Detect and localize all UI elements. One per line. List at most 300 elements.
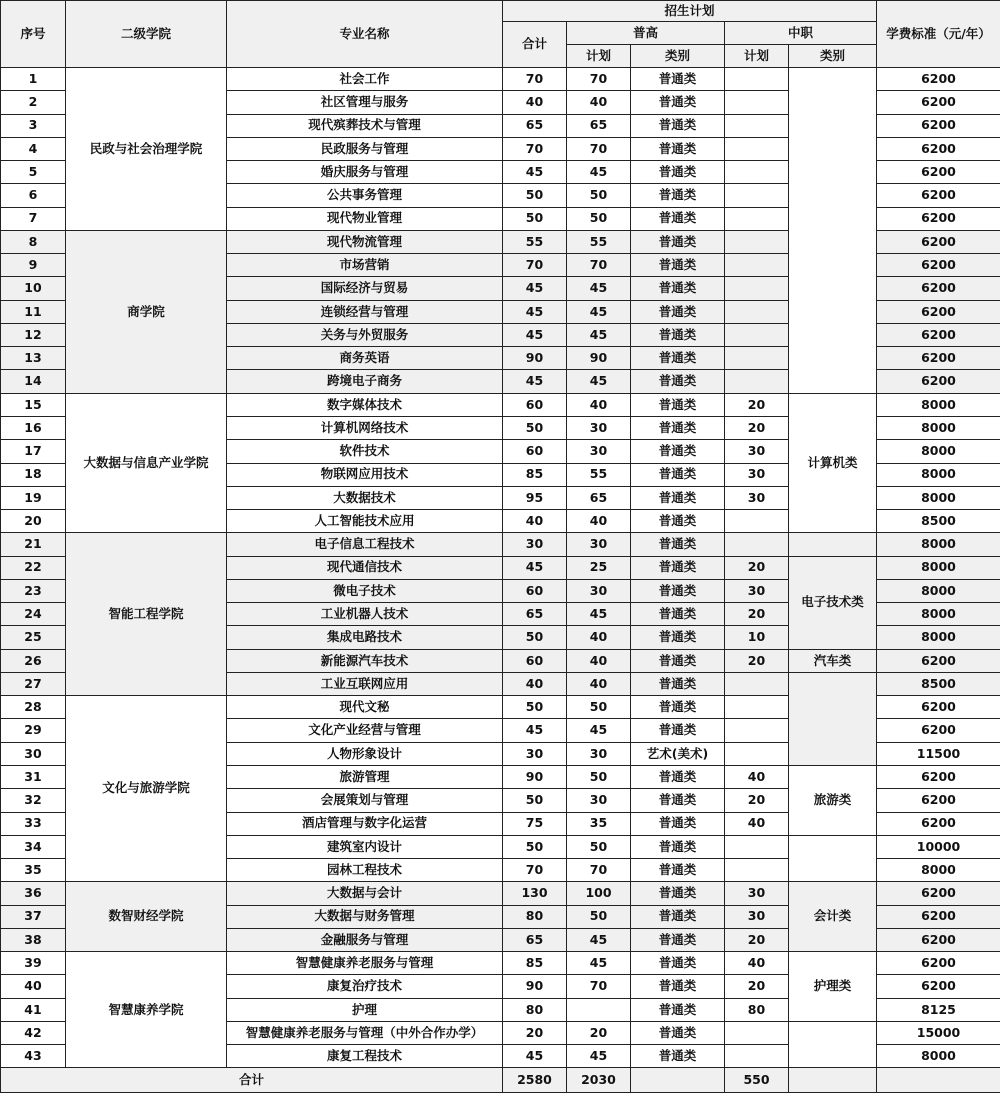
row-major: 工业互联网应用 bbox=[227, 672, 503, 695]
row-major: 集成电路技术 bbox=[227, 626, 503, 649]
header-pugao: 普高 bbox=[567, 22, 725, 45]
row-major: 计算机网络技术 bbox=[227, 416, 503, 439]
zhongzhi-category: 会计类 bbox=[789, 882, 877, 952]
row-zhongzhi-plan bbox=[725, 672, 789, 695]
college-name: 大数据与信息产业学院 bbox=[66, 393, 227, 533]
row-pugao-category: 普通类 bbox=[631, 393, 725, 416]
row-major: 工业机器人技术 bbox=[227, 603, 503, 626]
row-zhongzhi-plan bbox=[725, 207, 789, 230]
row-total: 60 bbox=[503, 649, 567, 672]
row-total: 65 bbox=[503, 114, 567, 137]
zhongzhi-category: 计算机类 bbox=[789, 393, 877, 533]
row-fee: 8000 bbox=[877, 463, 1000, 486]
row-fee: 6200 bbox=[877, 161, 1000, 184]
row-zhongzhi-plan: 20 bbox=[725, 789, 789, 812]
row-pugao-plan: 45 bbox=[567, 952, 631, 975]
row-total: 45 bbox=[503, 323, 567, 346]
row-pugao-category: 普通类 bbox=[631, 207, 725, 230]
header-pugao-plan: 计划 bbox=[567, 45, 631, 68]
row-zhongzhi-plan: 30 bbox=[725, 463, 789, 486]
row-pugao-plan: 55 bbox=[567, 230, 631, 253]
row-pugao-category: 普通类 bbox=[631, 137, 725, 160]
row-pugao-plan: 45 bbox=[567, 603, 631, 626]
row-total: 90 bbox=[503, 765, 567, 788]
row-zhongzhi-plan: 40 bbox=[725, 952, 789, 975]
row-major: 智慧健康养老服务与管理（中外合作办学） bbox=[227, 1021, 503, 1044]
row-pugao-plan: 40 bbox=[567, 393, 631, 416]
row-pugao-category: 普通类 bbox=[631, 323, 725, 346]
row-seq: 24 bbox=[1, 603, 66, 626]
row-pugao-plan: 40 bbox=[567, 672, 631, 695]
row-seq: 25 bbox=[1, 626, 66, 649]
footer-zhongzhi-plan: 550 bbox=[725, 1068, 789, 1093]
table-body bbox=[1, 68, 1000, 1068]
row-seq: 40 bbox=[1, 975, 66, 998]
row-major: 民政服务与管理 bbox=[227, 137, 503, 160]
row-seq: 26 bbox=[1, 649, 66, 672]
row-pugao-category: 普通类 bbox=[631, 905, 725, 928]
row-major: 物联网应用技术 bbox=[227, 463, 503, 486]
row-seq: 6 bbox=[1, 184, 66, 207]
row-seq: 12 bbox=[1, 323, 66, 346]
row-major: 人物形象设计 bbox=[227, 742, 503, 765]
row-major: 人工智能技术应用 bbox=[227, 510, 503, 533]
row-zhongzhi-plan: 20 bbox=[725, 975, 789, 998]
row-seq: 37 bbox=[1, 905, 66, 928]
zhongzhi-category bbox=[789, 672, 877, 765]
row-major: 现代文秘 bbox=[227, 696, 503, 719]
row-fee: 6200 bbox=[877, 137, 1000, 160]
row-total: 80 bbox=[503, 998, 567, 1021]
row-fee: 6200 bbox=[877, 719, 1000, 742]
row-zhongzhi-plan: 40 bbox=[725, 812, 789, 835]
row-total: 65 bbox=[503, 603, 567, 626]
row-pugao-plan: 55 bbox=[567, 463, 631, 486]
table-row bbox=[1, 533, 1000, 556]
row-pugao-plan: 40 bbox=[567, 510, 631, 533]
row-fee: 8000 bbox=[877, 579, 1000, 602]
zhongzhi-category bbox=[789, 533, 877, 556]
row-fee: 8500 bbox=[877, 510, 1000, 533]
row-total: 45 bbox=[503, 370, 567, 393]
zhongzhi-category: 旅游类 bbox=[789, 765, 877, 835]
row-total: 30 bbox=[503, 533, 567, 556]
zhongzhi-category: 汽车类 bbox=[789, 649, 877, 672]
row-fee: 6200 bbox=[877, 696, 1000, 719]
row-total: 50 bbox=[503, 696, 567, 719]
row-seq: 39 bbox=[1, 952, 66, 975]
row-pugao-plan: 40 bbox=[567, 649, 631, 672]
row-pugao-category: 普通类 bbox=[631, 765, 725, 788]
row-pugao-category: 普通类 bbox=[631, 300, 725, 323]
row-fee: 6200 bbox=[877, 975, 1000, 998]
row-pugao-category: 普通类 bbox=[631, 161, 725, 184]
row-total: 95 bbox=[503, 486, 567, 509]
row-total: 45 bbox=[503, 1045, 567, 1068]
row-total: 40 bbox=[503, 672, 567, 695]
row-seq: 41 bbox=[1, 998, 66, 1021]
row-pugao-plan: 20 bbox=[567, 1021, 631, 1044]
row-seq: 9 bbox=[1, 254, 66, 277]
row-total: 80 bbox=[503, 905, 567, 928]
row-pugao-category: 普通类 bbox=[631, 184, 725, 207]
row-zhongzhi-plan bbox=[725, 254, 789, 277]
row-pugao-category: 普通类 bbox=[631, 1045, 725, 1068]
row-major: 商务英语 bbox=[227, 347, 503, 370]
table-row bbox=[1, 68, 1000, 91]
row-total: 70 bbox=[503, 137, 567, 160]
row-major: 现代通信技术 bbox=[227, 556, 503, 579]
row-pugao-category: 普通类 bbox=[631, 440, 725, 463]
row-total: 75 bbox=[503, 812, 567, 835]
row-pugao-category: 普通类 bbox=[631, 719, 725, 742]
row-total: 50 bbox=[503, 789, 567, 812]
row-zhongzhi-plan: 20 bbox=[725, 603, 789, 626]
row-pugao-plan: 30 bbox=[567, 789, 631, 812]
row-pugao-category: 普通类 bbox=[631, 463, 725, 486]
row-pugao-plan: 70 bbox=[567, 254, 631, 277]
row-zhongzhi-plan bbox=[725, 370, 789, 393]
row-seq: 22 bbox=[1, 556, 66, 579]
row-seq: 7 bbox=[1, 207, 66, 230]
footer-pugao-plan: 2030 bbox=[567, 1068, 631, 1093]
row-pugao-category: 普通类 bbox=[631, 696, 725, 719]
row-zhongzhi-plan: 20 bbox=[725, 416, 789, 439]
row-total: 50 bbox=[503, 626, 567, 649]
row-zhongzhi-plan bbox=[725, 510, 789, 533]
row-seq: 38 bbox=[1, 928, 66, 951]
row-pugao-plan: 50 bbox=[567, 696, 631, 719]
row-fee: 6200 bbox=[877, 254, 1000, 277]
zhongzhi-category: 护理类 bbox=[789, 952, 877, 1022]
row-pugao-plan: 40 bbox=[567, 626, 631, 649]
row-fee: 6200 bbox=[877, 789, 1000, 812]
row-total: 40 bbox=[503, 510, 567, 533]
row-major: 数字媒体技术 bbox=[227, 393, 503, 416]
row-pugao-plan: 45 bbox=[567, 370, 631, 393]
row-fee: 6200 bbox=[877, 184, 1000, 207]
row-pugao-category: 普通类 bbox=[631, 672, 725, 695]
row-seq: 29 bbox=[1, 719, 66, 742]
row-major: 市场营销 bbox=[227, 254, 503, 277]
row-pugao-plan: 65 bbox=[567, 486, 631, 509]
row-fee: 6200 bbox=[877, 905, 1000, 928]
row-pugao-category: 艺术(美术) bbox=[631, 742, 725, 765]
row-seq: 2 bbox=[1, 91, 66, 114]
row-pugao-category: 普通类 bbox=[631, 835, 725, 858]
row-total: 45 bbox=[503, 719, 567, 742]
row-fee: 6200 bbox=[877, 300, 1000, 323]
row-major: 园林工程技术 bbox=[227, 859, 503, 882]
row-pugao-category: 普通类 bbox=[631, 370, 725, 393]
row-zhongzhi-plan bbox=[725, 835, 789, 858]
row-pugao-plan: 70 bbox=[567, 68, 631, 91]
row-seq: 8 bbox=[1, 230, 66, 253]
footer-total: 2580 bbox=[503, 1068, 567, 1093]
row-pugao-category: 普通类 bbox=[631, 347, 725, 370]
header-total: 合计 bbox=[503, 22, 567, 68]
row-pugao-category: 普通类 bbox=[631, 998, 725, 1021]
row-pugao-plan: 30 bbox=[567, 533, 631, 556]
row-fee: 6200 bbox=[877, 765, 1000, 788]
header-seq: 序号 bbox=[1, 1, 66, 68]
row-pugao-category: 普通类 bbox=[631, 556, 725, 579]
row-pugao-category: 普通类 bbox=[631, 416, 725, 439]
row-pugao-category: 普通类 bbox=[631, 928, 725, 951]
row-total: 70 bbox=[503, 254, 567, 277]
row-zhongzhi-plan bbox=[725, 114, 789, 137]
row-pugao-plan: 25 bbox=[567, 556, 631, 579]
college-name: 民政与社会治理学院 bbox=[66, 68, 227, 231]
row-pugao-plan: 45 bbox=[567, 300, 631, 323]
row-seq: 4 bbox=[1, 137, 66, 160]
row-seq: 32 bbox=[1, 789, 66, 812]
row-total: 60 bbox=[503, 579, 567, 602]
row-fee: 8000 bbox=[877, 416, 1000, 439]
row-fee: 8000 bbox=[877, 486, 1000, 509]
college-name: 智能工程学院 bbox=[66, 533, 227, 696]
footer-fee bbox=[877, 1068, 1000, 1093]
row-pugao-category: 普通类 bbox=[631, 603, 725, 626]
row-seq: 13 bbox=[1, 347, 66, 370]
header-major: 专业名称 bbox=[227, 1, 503, 68]
row-major: 新能源汽车技术 bbox=[227, 649, 503, 672]
row-zhongzhi-plan bbox=[725, 184, 789, 207]
row-pugao-category: 普通类 bbox=[631, 579, 725, 602]
row-total: 130 bbox=[503, 882, 567, 905]
header-plan-group: 招生计划 bbox=[503, 1, 877, 22]
footer-pugao-category bbox=[631, 1068, 725, 1093]
zhongzhi-category bbox=[789, 1021, 877, 1068]
row-pugao-category: 普通类 bbox=[631, 533, 725, 556]
row-seq: 30 bbox=[1, 742, 66, 765]
row-fee: 8000 bbox=[877, 603, 1000, 626]
row-seq: 28 bbox=[1, 696, 66, 719]
row-pugao-category: 普通类 bbox=[631, 882, 725, 905]
row-fee: 6200 bbox=[877, 230, 1000, 253]
row-fee: 6200 bbox=[877, 323, 1000, 346]
row-zhongzhi-plan bbox=[725, 719, 789, 742]
row-major: 电子信息工程技术 bbox=[227, 533, 503, 556]
row-major: 现代物业管理 bbox=[227, 207, 503, 230]
row-seq: 20 bbox=[1, 510, 66, 533]
row-total: 70 bbox=[503, 859, 567, 882]
row-major: 社区管理与服务 bbox=[227, 91, 503, 114]
row-major: 康复治疗技术 bbox=[227, 975, 503, 998]
row-pugao-category: 普通类 bbox=[631, 975, 725, 998]
row-pugao-plan: 90 bbox=[567, 347, 631, 370]
row-total: 85 bbox=[503, 952, 567, 975]
row-pugao-plan: 65 bbox=[567, 114, 631, 137]
row-zhongzhi-plan bbox=[725, 277, 789, 300]
row-zhongzhi-plan bbox=[725, 859, 789, 882]
footer-zhongzhi-category bbox=[789, 1068, 877, 1093]
row-major: 国际经济与贸易 bbox=[227, 277, 503, 300]
row-seq: 5 bbox=[1, 161, 66, 184]
header-pugao-category: 类别 bbox=[631, 45, 725, 68]
row-major: 旅游管理 bbox=[227, 765, 503, 788]
row-zhongzhi-plan: 40 bbox=[725, 765, 789, 788]
row-pugao-plan: 70 bbox=[567, 859, 631, 882]
row-zhongzhi-plan: 30 bbox=[725, 905, 789, 928]
row-total: 65 bbox=[503, 928, 567, 951]
row-total: 50 bbox=[503, 207, 567, 230]
table-row bbox=[1, 952, 1000, 975]
row-pugao-category: 普通类 bbox=[631, 68, 725, 91]
row-seq: 18 bbox=[1, 463, 66, 486]
row-fee: 8000 bbox=[877, 859, 1000, 882]
row-seq: 10 bbox=[1, 277, 66, 300]
row-zhongzhi-plan: 20 bbox=[725, 393, 789, 416]
row-pugao-category: 普通类 bbox=[631, 277, 725, 300]
row-fee: 6200 bbox=[877, 882, 1000, 905]
row-zhongzhi-plan: 30 bbox=[725, 486, 789, 509]
row-seq: 35 bbox=[1, 859, 66, 882]
row-major: 大数据技术 bbox=[227, 486, 503, 509]
row-total: 45 bbox=[503, 277, 567, 300]
row-seq: 14 bbox=[1, 370, 66, 393]
row-fee: 10000 bbox=[877, 835, 1000, 858]
row-zhongzhi-plan bbox=[725, 696, 789, 719]
row-pugao-plan: 30 bbox=[567, 416, 631, 439]
row-major: 大数据与会计 bbox=[227, 882, 503, 905]
row-pugao-plan: 45 bbox=[567, 277, 631, 300]
row-fee: 8000 bbox=[877, 1045, 1000, 1068]
row-major: 酒店管理与数字化运营 bbox=[227, 812, 503, 835]
row-total: 90 bbox=[503, 975, 567, 998]
row-zhongzhi-plan: 20 bbox=[725, 928, 789, 951]
zhongzhi-category bbox=[789, 68, 877, 394]
row-pugao-plan: 70 bbox=[567, 137, 631, 160]
row-total: 90 bbox=[503, 347, 567, 370]
row-pugao-plan: 40 bbox=[567, 91, 631, 114]
row-pugao-plan: 50 bbox=[567, 184, 631, 207]
row-total: 30 bbox=[503, 742, 567, 765]
row-zhongzhi-plan bbox=[725, 1045, 789, 1068]
row-pugao-plan: 100 bbox=[567, 882, 631, 905]
row-zhongzhi-plan bbox=[725, 533, 789, 556]
row-pugao-plan: 30 bbox=[567, 742, 631, 765]
row-major: 护理 bbox=[227, 998, 503, 1021]
row-fee: 6200 bbox=[877, 207, 1000, 230]
row-zhongzhi-plan bbox=[725, 347, 789, 370]
row-zhongzhi-plan bbox=[725, 742, 789, 765]
row-total: 40 bbox=[503, 91, 567, 114]
row-seq: 43 bbox=[1, 1045, 66, 1068]
row-fee: 6200 bbox=[877, 91, 1000, 114]
row-pugao-plan: 45 bbox=[567, 161, 631, 184]
row-pugao-plan: 45 bbox=[567, 1045, 631, 1068]
row-seq: 17 bbox=[1, 440, 66, 463]
row-pugao-plan: 30 bbox=[567, 440, 631, 463]
row-seq: 42 bbox=[1, 1021, 66, 1044]
row-major: 软件技术 bbox=[227, 440, 503, 463]
header-zhongzhi-plan: 计划 bbox=[725, 45, 789, 68]
row-fee: 11500 bbox=[877, 742, 1000, 765]
row-zhongzhi-plan bbox=[725, 161, 789, 184]
row-seq: 21 bbox=[1, 533, 66, 556]
row-major: 康复工程技术 bbox=[227, 1045, 503, 1068]
row-fee: 6200 bbox=[877, 277, 1000, 300]
row-fee: 15000 bbox=[877, 1021, 1000, 1044]
row-total: 50 bbox=[503, 184, 567, 207]
row-fee: 6200 bbox=[877, 649, 1000, 672]
row-zhongzhi-plan: 20 bbox=[725, 649, 789, 672]
row-pugao-plan: 45 bbox=[567, 928, 631, 951]
row-major: 现代物流管理 bbox=[227, 230, 503, 253]
header-college: 二级学院 bbox=[66, 1, 227, 68]
row-zhongzhi-plan bbox=[725, 323, 789, 346]
row-zhongzhi-plan bbox=[725, 137, 789, 160]
row-major: 大数据与财务管理 bbox=[227, 905, 503, 928]
row-pugao-category: 普通类 bbox=[631, 626, 725, 649]
row-fee: 8000 bbox=[877, 533, 1000, 556]
row-pugao-plan: 50 bbox=[567, 835, 631, 858]
row-fee: 6200 bbox=[877, 928, 1000, 951]
row-fee: 6200 bbox=[877, 347, 1000, 370]
row-pugao-category: 普通类 bbox=[631, 952, 725, 975]
row-pugao-plan bbox=[567, 998, 631, 1021]
row-pugao-plan: 50 bbox=[567, 905, 631, 928]
row-seq: 3 bbox=[1, 114, 66, 137]
row-seq: 1 bbox=[1, 68, 66, 91]
row-seq: 36 bbox=[1, 882, 66, 905]
row-pugao-plan: 30 bbox=[567, 579, 631, 602]
row-zhongzhi-plan: 30 bbox=[725, 440, 789, 463]
row-pugao-plan: 45 bbox=[567, 719, 631, 742]
row-total: 55 bbox=[503, 230, 567, 253]
header-zhongzhi-category: 类别 bbox=[789, 45, 877, 68]
row-pugao-category: 普通类 bbox=[631, 254, 725, 277]
row-pugao-category: 普通类 bbox=[631, 812, 725, 835]
footer-label: 合计 bbox=[1, 1068, 503, 1093]
row-zhongzhi-plan bbox=[725, 230, 789, 253]
row-seq: 27 bbox=[1, 672, 66, 695]
zhongzhi-category bbox=[789, 835, 877, 882]
row-pugao-plan: 50 bbox=[567, 765, 631, 788]
row-fee: 6200 bbox=[877, 68, 1000, 91]
row-zhongzhi-plan bbox=[725, 1021, 789, 1044]
row-total: 60 bbox=[503, 393, 567, 416]
row-zhongzhi-plan: 20 bbox=[725, 556, 789, 579]
row-seq: 31 bbox=[1, 765, 66, 788]
row-pugao-category: 普通类 bbox=[631, 649, 725, 672]
row-zhongzhi-plan bbox=[725, 91, 789, 114]
row-major: 社会工作 bbox=[227, 68, 503, 91]
table-row bbox=[1, 882, 1000, 905]
row-seq: 11 bbox=[1, 300, 66, 323]
table-row bbox=[1, 393, 1000, 416]
college-name: 文化与旅游学院 bbox=[66, 696, 227, 882]
row-major: 金融服务与管理 bbox=[227, 928, 503, 951]
row-zhongzhi-plan: 80 bbox=[725, 998, 789, 1021]
row-total: 45 bbox=[503, 161, 567, 184]
row-seq: 23 bbox=[1, 579, 66, 602]
row-pugao-plan: 50 bbox=[567, 207, 631, 230]
row-major: 婚庆服务与管理 bbox=[227, 161, 503, 184]
row-major: 现代殡葬技术与管理 bbox=[227, 114, 503, 137]
row-zhongzhi-plan bbox=[725, 68, 789, 91]
row-total: 45 bbox=[503, 556, 567, 579]
row-major: 公共事务管理 bbox=[227, 184, 503, 207]
row-seq: 34 bbox=[1, 835, 66, 858]
row-total: 50 bbox=[503, 416, 567, 439]
row-fee: 8000 bbox=[877, 393, 1000, 416]
row-fee: 6200 bbox=[877, 812, 1000, 835]
row-pugao-category: 普通类 bbox=[631, 1021, 725, 1044]
row-seq: 33 bbox=[1, 812, 66, 835]
row-zhongzhi-plan: 10 bbox=[725, 626, 789, 649]
